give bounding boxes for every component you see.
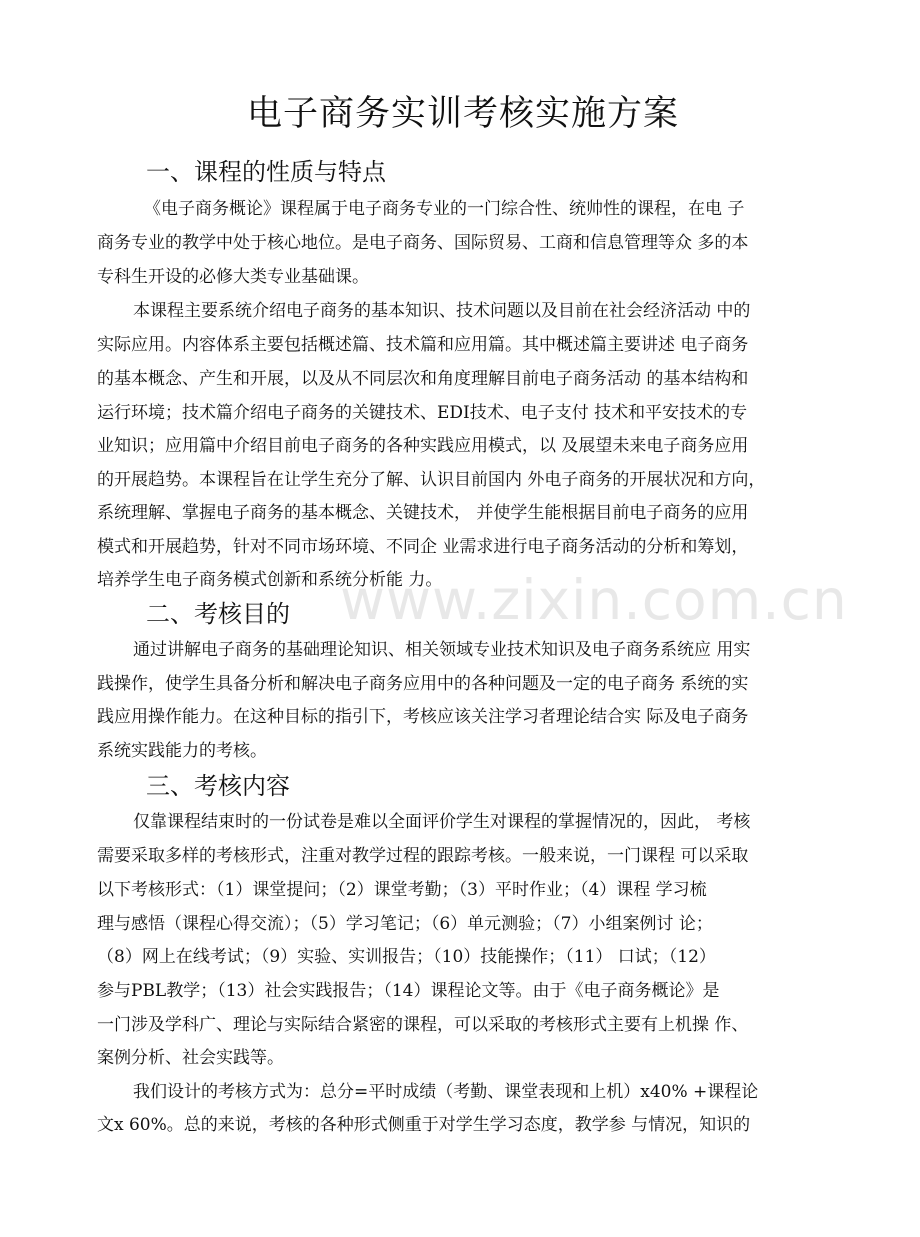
- paragraph-line: 运行环境；技术篇介绍电子商务的关键技术、EDI技术、电子支付 技术和平安技术的专: [97, 403, 748, 423]
- paragraph-line: 系统理解、掌握电子商务的基本概念、关键技术， 并使学生能根据目前电子商务的应用: [97, 503, 749, 523]
- paragraph-line: 我们设计的考核方式为：总分=平时成绩（考勤、课堂表现和上机）x40% +课程论: [133, 1082, 759, 1102]
- paragraph-line: 模式和开展趋势，针对不同市场环境、不同企 业需求进行电子商务活动的分析和筹划，: [97, 537, 749, 557]
- watermark: www.zixin.com.cn: [340, 568, 848, 632]
- paragraph-line: 的开展趋势。本课程旨在让学生充分了解、认识目前国内 外电子商务的开展状况和方向，: [97, 470, 766, 490]
- section-heading-purpose: 二、考核目的: [146, 600, 290, 628]
- section-heading-nature: 一、课程的性质与特点: [146, 158, 386, 186]
- paragraph-line: 专科生开设的必修大类专业基础课。: [97, 267, 369, 287]
- paragraph-line: 案例分析、社会实践等。: [97, 1048, 284, 1068]
- paragraph-line: 文x 60%。总的来说，考核的各种形式侧重于对学生学习态度，教学参 与情况，知识的: [97, 1115, 751, 1135]
- paragraph-line: 践应用操作能力。在这种目标的指引下，考核应该关注学习者理论结合实 际及电子商务: [97, 707, 749, 727]
- section-heading-content: 三、考核内容: [146, 772, 290, 800]
- paragraph-line: 的基本概念、产生和开展，以及从不同层次和角度理解目前电子商务活动 的基本结构和: [97, 369, 749, 389]
- paragraph-line: 业知识；应用篇中介绍目前电子商务的各种实践应用模式，以 及展望未来电子商务应用: [97, 436, 749, 456]
- paragraph-line: 通过讲解电子商务的基础理论知识、相关领域专业技术知识及电子商务系统应 用实: [133, 640, 751, 660]
- paragraph-line: 一门涉及学科广、理论与实际结合紧密的课程，可以采取的考核形式主要有上机操 作、: [97, 1015, 749, 1035]
- paragraph-line: 仅靠课程结束时的一份试卷是难以全面评价学生对课程的掌握情况的，因此， 考核: [133, 812, 751, 832]
- paragraph-line: 需要采取多样的考核形式，注重对教学过程的跟踪考核。一般来说，一门课程 可以采取: [97, 846, 749, 866]
- paragraph-line: 系统实践能力的考核。: [97, 741, 267, 761]
- paragraph-line: 参与PBL教学；（13）社会实践报告；（14）课程论文等。由于《电子商务概论》是: [97, 981, 720, 1001]
- document-title: 电子商务实训考核实施方案: [246, 94, 679, 134]
- paragraph-line: （8）网上在线考试；（9）实验、实训报告；（10）技能操作；（11） 口试；（12）: [97, 947, 716, 967]
- paragraph-line: 培养学生电子商务模式创新和系统分析能 力。: [97, 570, 443, 590]
- paragraph-line: 实际应用。内容体系主要包括概述篇、技术篇和应用篇。其中概述篇主要讲述 电子商务: [97, 335, 749, 355]
- paragraph-line: 理与感悟（课程心得交流）；（5）学习笔记；（6）单元测验；（7）小组案例讨 论；: [97, 914, 713, 934]
- paragraph-line: 商务专业的教学中处于核心地位。是电子商务、国际贸易、工商和信息管理等众 多的本: [97, 233, 749, 253]
- paragraph-line: 践操作，使学生具备分析和解决电子商务应用中的各种问题及一定的电子商务 系统的实: [97, 674, 749, 694]
- paragraph-line: 以下考核形式：（1）课堂提问；（2）课堂考勤；（3）平时作业；（4）课程 学习梳: [97, 880, 707, 900]
- paragraph-line: 《电子商务概论》课程属于电子商务专业的一门综合性、统帅性的课程，在电 子: [144, 199, 745, 219]
- paragraph-line: 本课程主要系统介绍电子商务的基本知识、技术问题以及目前在社会经济活动 中的: [133, 301, 751, 321]
